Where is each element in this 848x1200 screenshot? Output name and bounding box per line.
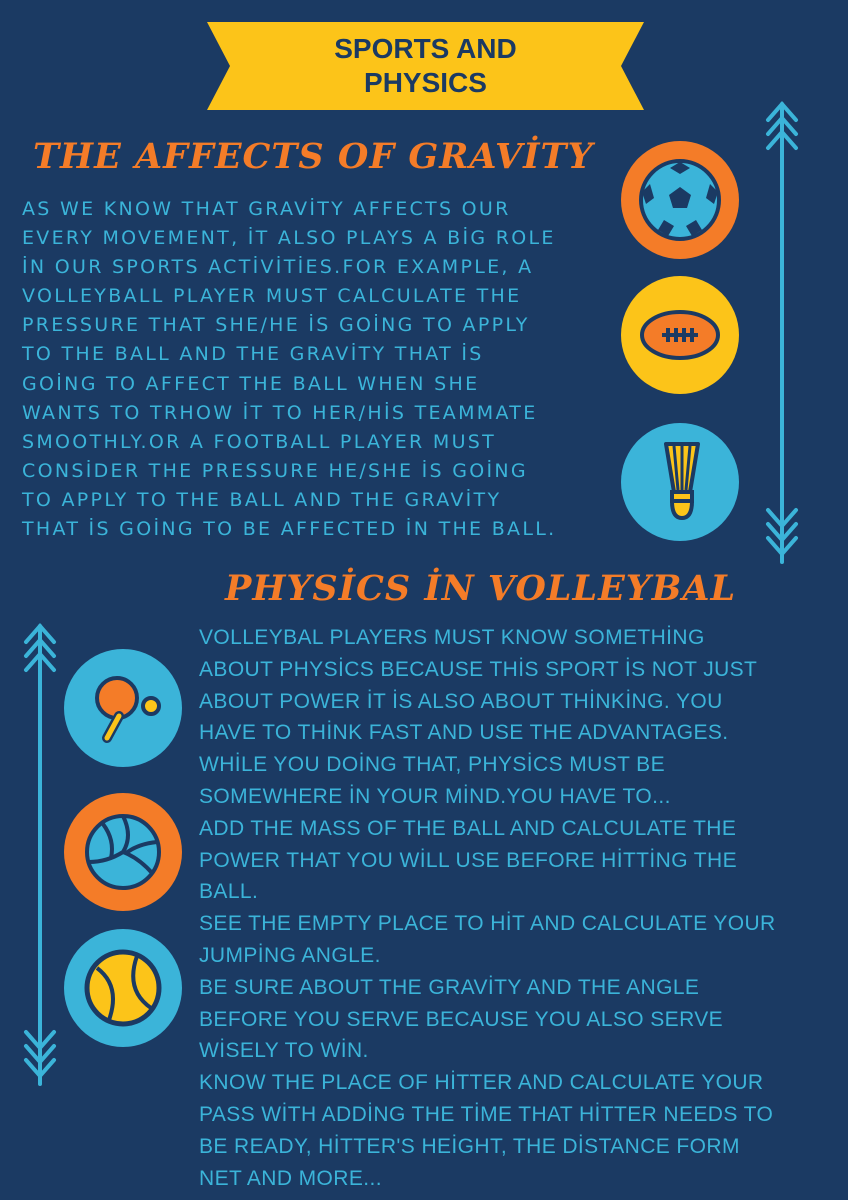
title-banner xyxy=(207,22,644,110)
title-line-2: PHYSICS xyxy=(364,67,487,98)
paragraph-line: SMOOTHLY.OR A FOOTBALL PLAYER MUST xyxy=(22,430,497,453)
paragraph-line: CONSİDER THE PRESSURE HE/SHE İS GOİNG xyxy=(22,459,528,482)
paragraph-line: POWER THAT YOU WİLL USE BEFORE HİTTİNG THE xyxy=(199,848,737,872)
paragraph-line: WİSELY TO WİN. xyxy=(199,1039,369,1063)
decorative-arrow-right xyxy=(760,100,804,570)
paragraph-line: WANTS TO TRHOW İT TO HER/HİS TEAMMATE xyxy=(22,401,538,424)
paragraph-line: KNOW THE PLACE OF HİTTER AND CALCULATE YOUR xyxy=(199,1071,764,1095)
paragraph-line: BEFORE YOU SERVE BECAUSE YOU ALSO SERVE xyxy=(199,1007,724,1031)
volleyball-paragraph xyxy=(199,622,839,1194)
paragraph-line: SEE THE EMPTY PLACE TO HİT AND CALCULATE YOUR xyxy=(199,912,776,936)
paragraph-line: VOLLEYBAL PLAYERS MUST KNOW SOMETHİNG xyxy=(199,626,705,649)
paragraph-line: JUMPİNG ANGLE. xyxy=(199,943,381,967)
paragraph-line: WHİLE YOU DOİNG THAT, PHYSİCS MUST BE xyxy=(199,753,665,777)
paragraph-line: HAVE TO THİNK FAST AND USE THE ADVANTAGES. xyxy=(199,721,729,745)
paragraph-line: VOLLEYBALL PLAYER MUST CALCULATE THE xyxy=(22,285,522,308)
ping-pong-paddle-icon xyxy=(63,648,183,768)
shuttlecock-icon xyxy=(620,422,740,542)
paragraph-line: PRESSURE THAT SHE/HE İS GOİNG TO APPLY xyxy=(22,314,530,337)
american-football-icon xyxy=(620,275,740,395)
paragraph-line: ABOUT POWER İT İS ALSO ABOUT THİNKİNG. YOU xyxy=(199,689,723,713)
title-line-1: SPORTS AND xyxy=(334,33,517,64)
soccer-ball-icon xyxy=(620,140,740,260)
paragraph-line: ABOUT PHYSİCS BECAUSE THİS SPORT İS NOT JUST xyxy=(199,657,758,681)
paragraph-line: EVERY MOVEMENT, İT ALSO PLAYS A BİG ROLE xyxy=(22,227,556,250)
paragraph-line: ADD THE MASS OF THE BALL AND CALCULATE THE xyxy=(199,816,737,840)
paragraph-line: PASS WİTH ADDİNG THE TİME THAT HİTTER NEEDS TO xyxy=(199,1102,774,1126)
paragraph-line: TO THE BALL AND THE GRAVİTY THAT İS xyxy=(22,343,484,366)
paragraph-line: BE READY, HİTTER'S HEİGHT, THE DİSTANCE FORM xyxy=(199,1134,740,1158)
section-heading-gravity: THE AFFECTS OF GRAVİTY xyxy=(33,136,594,177)
paragraph-line: BALL. xyxy=(199,880,259,904)
paragraph-line: SOMEWHERE İN YOUR MİND.YOU HAVE TO... xyxy=(199,784,671,808)
paragraph-line: TO APPLY TO THE BALL AND THE GRAVİTY xyxy=(22,488,502,511)
paragraph-line: İN OUR SPORTS ACTİVİTİES.FOR EXAMPLE, A xyxy=(22,256,534,279)
paragraph-line: GOİNG TO AFFECT THE BALL WHEN SHE xyxy=(22,372,480,395)
tennis-ball-icon xyxy=(63,928,183,1048)
paragraph-line: BE SURE ABOUT THE GRAVİTY AND THE ANGLE xyxy=(199,975,700,999)
section-heading-volleyball: PHYSİCS İN VOLLEYBAL xyxy=(225,568,737,609)
page-title xyxy=(207,32,644,100)
paragraph-line: NET AND MORE... xyxy=(199,1166,382,1190)
paragraph-line: AS WE KNOW THAT GRAVİTY AFFECTS OUR xyxy=(22,198,511,220)
decorative-arrow-left xyxy=(18,622,62,1092)
gravity-paragraph xyxy=(22,195,622,544)
volleyball-icon xyxy=(63,792,183,912)
paragraph-line: THAT İS GOİNG TO BE AFFECTED İN THE BALL. xyxy=(22,518,557,541)
